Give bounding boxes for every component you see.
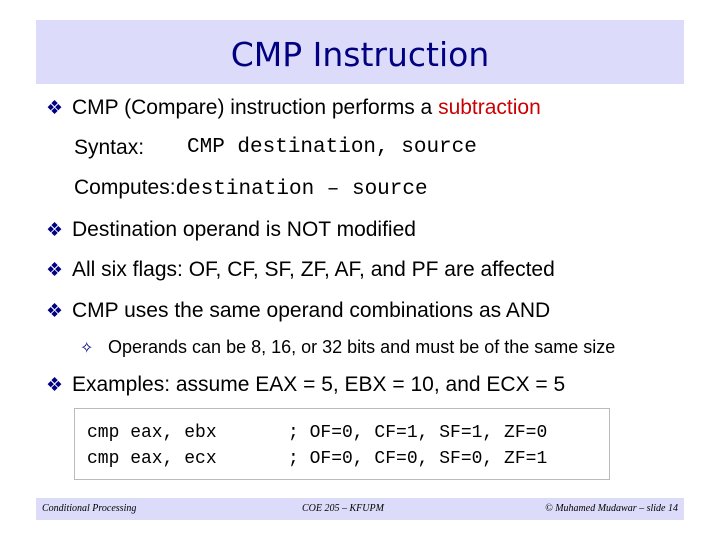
footer-right: © Muhamed Mudawar – slide 14 — [545, 503, 678, 514]
bullet-operands-text: CMP uses the same operand combinations as AND — [72, 299, 551, 322]
slide-title: CMP Instruction — [230, 34, 490, 74]
diamond-bullet-icon: ❖ — [46, 98, 64, 119]
code-instr-1: cmp eax, ebx — [87, 423, 217, 443]
syntax-label: Syntax: — [74, 136, 145, 159]
bullet-flags-text: All six flags: OF, CF, SF, ZF, AF, and PF are affected — [72, 258, 555, 281]
bullet-compare-text: CMP (Compare) instruction performs a — [72, 96, 439, 119]
code-example-box — [74, 408, 610, 480]
code-comment-2: ; OF=0, CF=0, SF=0, ZF=1 — [288, 449, 548, 469]
computes-line — [74, 176, 428, 201]
sub-bullet-size-text: Operands can be 8, 16, or 32 bits and must be of the same size — [108, 337, 616, 357]
title-bar — [36, 20, 684, 84]
bullet-compare — [46, 96, 541, 120]
bullet-destination-text: Destination operand is NOT modified — [72, 218, 416, 241]
sub-bullet-size — [80, 337, 615, 359]
footer-center: COE 205 – KFUPM — [302, 503, 384, 514]
four-point-star-icon: ✧ — [80, 340, 94, 357]
diamond-bullet-icon: ❖ — [46, 220, 64, 241]
syntax-code — [187, 136, 477, 159]
code-instr-2: cmp eax, ecx — [87, 449, 217, 469]
bullet-examples — [46, 373, 565, 397]
diamond-bullet-icon: ❖ — [46, 301, 64, 322]
footer-bar — [36, 498, 684, 520]
code-comment-1: ; OF=0, CF=1, SF=1, ZF=0 — [288, 423, 548, 443]
bullet-operands — [46, 299, 550, 323]
bullet-examples-text: Examples: assume EAX = 5, EBX = 10, and ECX = 5 — [72, 373, 566, 396]
syntax-code-text: CMP destination, source — [187, 136, 477, 159]
computes-code: destination – source — [175, 178, 428, 201]
diamond-bullet-icon: ❖ — [46, 375, 64, 396]
subtraction-highlight: subtraction — [438, 96, 541, 119]
bullet-destination — [46, 218, 416, 242]
bullet-flags — [46, 258, 555, 282]
diamond-bullet-icon: ❖ — [46, 260, 64, 281]
computes-label: Computes: — [74, 176, 176, 199]
footer-left: Conditional Processing — [42, 503, 137, 514]
